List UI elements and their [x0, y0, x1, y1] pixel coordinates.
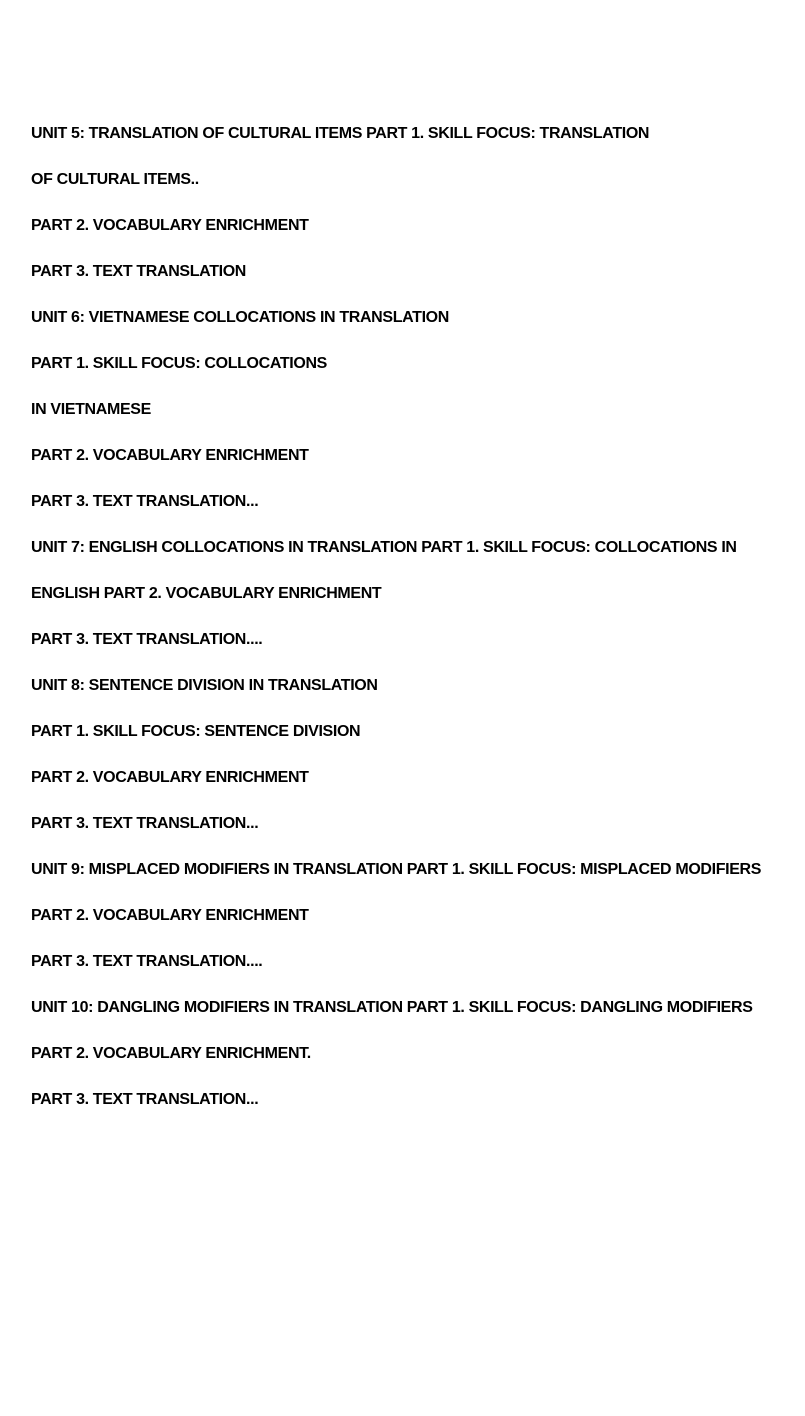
toc-unit-9-part-3: PART 3. TEXT TRANSLATION.... — [31, 953, 263, 970]
toc-unit-7-heading-continued: ENGLISH PART 2. VOCABULARY ENRICHMENT — [31, 585, 382, 602]
toc-unit-6-part-1: PART 1. SKILL FOCUS: COLLOCATIONS — [31, 355, 328, 372]
toc-unit-8-part-2: PART 2. VOCABULARY ENRICHMENT — [31, 769, 309, 786]
toc-unit-7-heading: UNIT 7: ENGLISH COLLOCATIONS IN TRANSLATION PART 1. SKILL FOCUS: COLLOCATIONS IN — [31, 539, 737, 556]
toc-unit-6-heading: UNIT 6: VIETNAMESE COLLOCATIONS IN TRANSLATION — [31, 309, 449, 326]
toc-unit-6-part-3: PART 3. TEXT TRANSLATION... — [31, 493, 259, 510]
toc-unit-5-part-3: PART 3. TEXT TRANSLATION — [31, 263, 247, 280]
toc-unit-5-heading-continued: OF CULTURAL ITEMS.. — [31, 171, 199, 188]
toc-unit-10-heading: UNIT 10: DANGLING MODIFIERS IN TRANSLATION PART 1. SKILL FOCUS: DANGLING MODIFIERS — [31, 999, 753, 1016]
toc-unit-6-part-2: PART 2. VOCABULARY ENRICHMENT — [31, 447, 309, 464]
toc-unit-9-part-2: PART 2. VOCABULARY ENRICHMENT — [31, 907, 309, 924]
toc-unit-10-part-2: PART 2. VOCABULARY ENRICHMENT. — [31, 1045, 311, 1062]
toc-unit-7-part-3: PART 3. TEXT TRANSLATION.... — [31, 631, 263, 648]
toc-unit-8-part-1: PART 1. SKILL FOCUS: SENTENCE DIVISION — [31, 723, 361, 740]
toc-unit-6-part-1-continued: IN VIETNAMESE — [31, 401, 151, 418]
toc-unit-5-part-2: PART 2. VOCABULARY ENRICHMENT — [31, 217, 309, 234]
toc-unit-5-heading: UNIT 5: TRANSLATION OF CULTURAL ITEMS PART 1. SKILL FOCUS: TRANSLATION — [31, 125, 650, 142]
table-of-contents — [31, 124, 801, 1110]
toc-unit-10-part-3: PART 3. TEXT TRANSLATION... — [31, 1091, 259, 1108]
toc-unit-8-part-3: PART 3. TEXT TRANSLATION... — [31, 815, 259, 832]
toc-unit-8-heading: UNIT 8: SENTENCE DIVISION IN TRANSLATION — [31, 677, 378, 694]
toc-unit-9-heading: UNIT 9: MISPLACED MODIFIERS IN TRANSLATION PART 1. SKILL FOCUS: MISPLACED MODIFIERS — [31, 861, 762, 878]
